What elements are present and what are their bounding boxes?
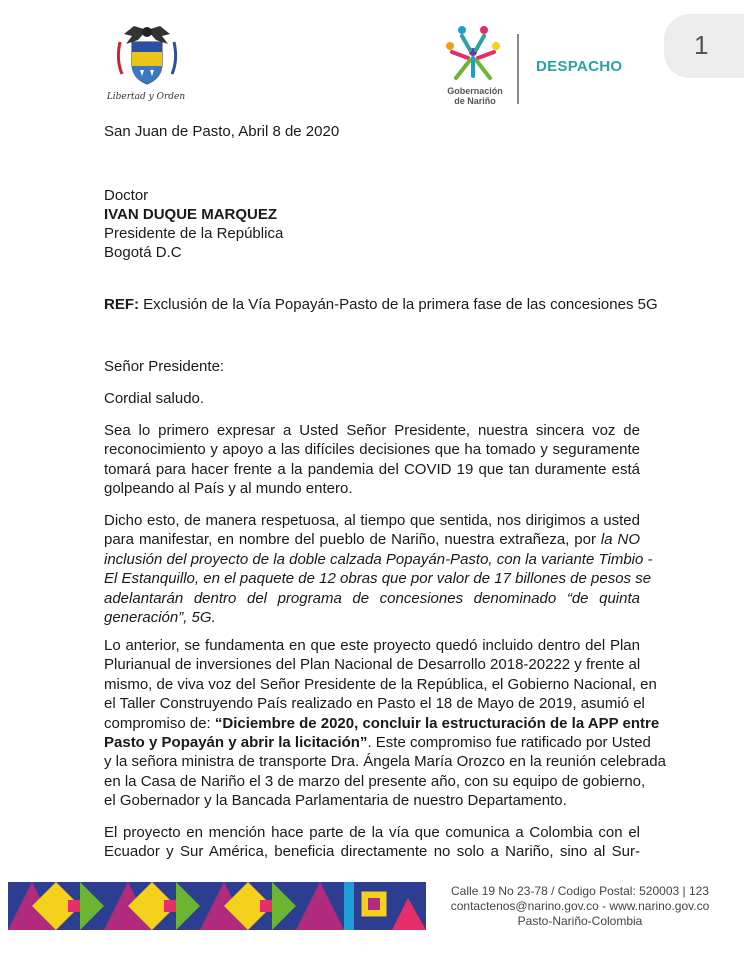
paragraph-2 (104, 511, 653, 627)
p2-line: inclusión del proyecto de la doble calzada Popayán-Pasto, con la variante Timbio - (104, 550, 653, 568)
ref-text: Exclusión de la Vía Popayán-Pasto de la primera fase de las concesiones 5G (143, 296, 658, 313)
footer-web: contactenos@narino.gov.co - www.narino.gov.co (450, 899, 710, 913)
p3-line: y la señora ministra de transporte Dra. Ángela María Orozco en la reunión celebrada (104, 753, 666, 771)
letter-date: San Juan de Pasto, Abril 8 de 2020 (104, 123, 340, 140)
salutation: Señor Presidente: (104, 358, 225, 375)
recipient-title: Doctor (104, 187, 149, 204)
p2-line: Dicho esto, de manera respetuosa, al tiempo que sentida, nos dirigimos a usted (104, 512, 640, 529)
p3-line: mismo, de viva voz del Señor Presidente de la República, el Gobierno Nacional, en (104, 675, 657, 693)
p2-line: generación”, 5G. (104, 609, 216, 627)
p1-line: tomará para hacer frente a la pandemia del COVID 19 que tan duramente está (104, 460, 640, 478)
gobernacion-narino-logo-icon (440, 22, 506, 84)
office-label: DESPACHO (536, 58, 623, 75)
p3-line: Plurianual de inversiones del Plan Nacional de Desarrollo 2018-20222 y frente al (104, 656, 641, 674)
paragraph-3 (104, 636, 666, 811)
p3-line: el Gobernador y la Bancada Parlamentaria de nuestro Departamento. (104, 792, 567, 810)
shield-motto: Libertad y Orden (106, 92, 186, 102)
p3-line: compromiso de: “Diciembre de 2020, concluir la estructuración de la APP entre (104, 714, 660, 732)
p2-line: para manifestar, en nombre del pueblo de Nariño, nuestra extrañeza, por la NO (104, 531, 640, 549)
recipient-city: Bogotá D.C (104, 244, 182, 261)
p4-line: Ecuador y Sur América, beneficia directamente no solo a Nariño, sino al Sur- (104, 843, 640, 861)
p3-line: el Taller Construyendo País realizado en Pasto el 18 de Mayo de 2019, asumió el (104, 695, 645, 713)
gobernacion-name (438, 86, 512, 106)
p2-line: El Estanquillo, en el paquete de 12 obras que por valor de 17 billones de pesos se (104, 570, 652, 588)
p2-line: adelantarán dentro del programa de concesiones denominado “de quinta (104, 589, 640, 607)
paragraph-1 (104, 421, 640, 499)
header-divider (517, 34, 519, 104)
p3-line: Lo anterior, se fundamenta en que este proyecto quedó incluido dentro del Plan (104, 637, 640, 654)
p4-line: El proyecto en mención hace parte de la vía que comunica a Colombia con el (104, 824, 640, 841)
decorative-pattern-band (8, 882, 426, 930)
gob-name-line1: Gobernación (447, 86, 503, 96)
footer-contact (436, 884, 724, 929)
recipient-name: IVAN DUQUE MARQUEZ (104, 206, 278, 223)
p1-line: golpeando al País y al mundo entero. (104, 480, 353, 498)
ref-label: REF: (104, 296, 139, 313)
footer-address: Calle 19 No 23-78 / Codigo Postal: 520003 | 123 (451, 884, 709, 898)
gob-name-line2: de Nariño (454, 96, 496, 106)
p1-line: Sea lo primero expresar a Usted Señor Presidente, nuestra sincera voz de (104, 422, 640, 439)
recipient-role: Presidente de la República (104, 225, 284, 242)
colombia-coat-of-arms-icon (112, 24, 182, 86)
paragraph-4 (104, 823, 640, 862)
p1-line: reconocimiento y apoyo a las difíciles decisiones que ha tomado y seguramente (104, 441, 640, 459)
reference-line (104, 295, 658, 314)
p3-line: Pasto y Popayán y abrir la licitación”. Este compromiso fue ratificado por Usted (104, 734, 651, 752)
greeting: Cordial saludo. (104, 390, 205, 407)
page-number: 1 (694, 30, 709, 60)
footer-location: Pasto-Nariño-Colombia (517, 914, 643, 928)
p3-line: en la Casa de Nariño el 3 de marzo del presente año, con su equipo de gobierno, (104, 772, 646, 790)
